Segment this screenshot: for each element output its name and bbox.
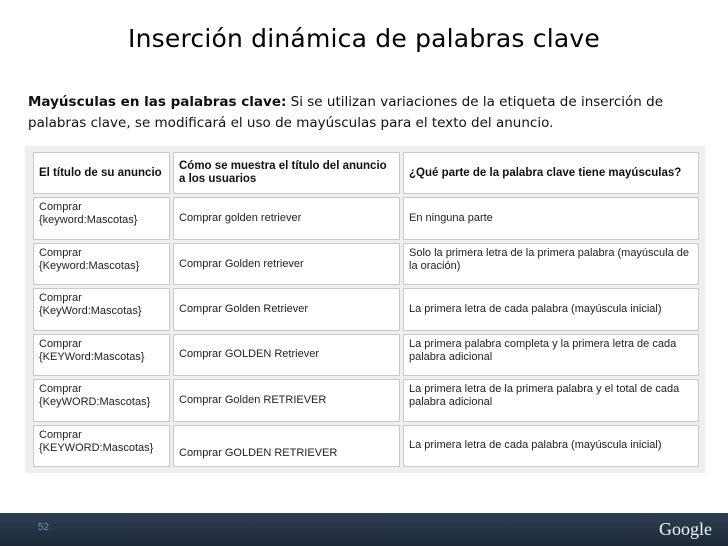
ad-title-cell bbox=[33, 334, 170, 376]
slide-title: Inserción dinámica de palabras clave bbox=[128, 24, 600, 53]
table-header-row bbox=[33, 152, 699, 194]
capitalized-part-cell: La primera letra de la primera palabra y el total de cada palabra adicional bbox=[403, 379, 699, 421]
slide-footer-bar bbox=[0, 513, 728, 546]
table-row bbox=[33, 197, 699, 239]
ad-title-tag: {KEYWORD:Mascotas} bbox=[39, 441, 154, 454]
ad-title-tag: {Keyword:Mascotas} bbox=[39, 259, 140, 272]
intro-paragraph bbox=[28, 92, 708, 134]
intro-bold-label: Mayúsculas en las palabras clave: bbox=[28, 94, 287, 110]
ad-title-cell bbox=[33, 288, 170, 330]
shown-title-cell: Comprar golden retriever bbox=[173, 197, 400, 239]
table-row bbox=[33, 379, 699, 421]
capitalization-table bbox=[25, 146, 705, 473]
ad-title-tag: {KeyWORD:Mascotas} bbox=[39, 396, 151, 409]
page-number: 52 bbox=[38, 522, 50, 533]
shown-title-cell: Comprar GOLDEN Retriever bbox=[173, 334, 400, 376]
ad-title-tag: {keyword:Mascotas} bbox=[39, 214, 138, 227]
ad-title-cell bbox=[33, 243, 170, 285]
ad-title-line: Comprar bbox=[39, 337, 82, 350]
ad-title-tag: {KeyWord:Mascotas} bbox=[39, 305, 142, 318]
shown-title-cell: Comprar GOLDEN RETRIEVER bbox=[173, 425, 400, 467]
shown-title-cell: Comprar Golden Retriever bbox=[173, 288, 400, 330]
table-row bbox=[33, 243, 699, 285]
google-logo: Google bbox=[659, 519, 712, 539]
ad-title-line: Comprar bbox=[39, 246, 82, 259]
table-row bbox=[33, 288, 699, 330]
ad-title-cell bbox=[33, 197, 170, 239]
header-ad-title: El título de su anuncio bbox=[33, 152, 170, 194]
table-row bbox=[33, 425, 699, 467]
capitalized-part-cell: Solo la primera letra de la primera palabra (mayúscula de la oración) bbox=[403, 243, 699, 285]
capitalized-part-cell: La primera letra de cada palabra (mayúscula inicial) bbox=[403, 425, 699, 467]
capitalized-part-cell: La primera letra de cada palabra (mayúscula inicial) bbox=[403, 288, 699, 330]
ad-title-line: Comprar bbox=[39, 428, 82, 441]
shown-title-cell: Comprar Golden retriever bbox=[173, 243, 400, 285]
ad-title-tag: {KEYWord:Mascotas} bbox=[39, 350, 145, 363]
table-row bbox=[33, 334, 699, 376]
ad-title-line: Comprar bbox=[39, 292, 82, 305]
capitalized-part-cell: La primera palabra completa y la primera letra de cada palabra adicional bbox=[403, 334, 699, 376]
header-capitalized-part: ¿Qué parte de la palabra clave tiene mayúsculas? bbox=[403, 152, 699, 194]
intro-text: Si se utilizan variaciones de la etiqueta de inserción de palabras clave, se modificará el uso de mayúsculas para el texto del anuncio. bbox=[28, 94, 664, 131]
ad-title-line: Comprar bbox=[39, 201, 82, 214]
ad-title-cell bbox=[33, 379, 170, 421]
ad-title-cell bbox=[33, 425, 170, 467]
header-shown-title: Cómo se muestra el título del anuncio a los usuarios bbox=[173, 152, 400, 194]
capitalized-part-cell: En ninguna parte bbox=[403, 197, 699, 239]
ad-title-line: Comprar bbox=[39, 383, 82, 396]
shown-title-cell: Comprar Golden RETRIEVER bbox=[173, 379, 400, 421]
